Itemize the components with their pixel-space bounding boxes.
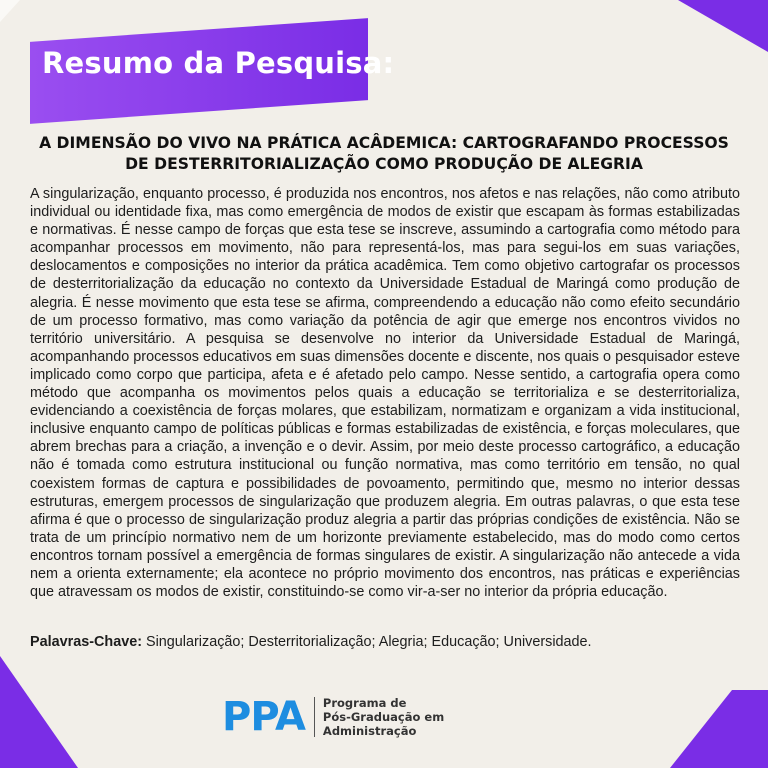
corner-triangle-bottom-left bbox=[0, 656, 78, 768]
badge-title: Resumo da Pesquisa: bbox=[42, 46, 395, 80]
document-heading bbox=[28, 133, 740, 175]
logo-line-3: Administração bbox=[322, 724, 417, 738]
logo-divider bbox=[314, 697, 315, 737]
logo-text bbox=[323, 696, 444, 738]
heading-line-1: A DIMENSÃO DO VIVO NA PRÁTICA ACÂDEMICA: CARTOGRAFANDO PROCESSOS bbox=[39, 134, 729, 152]
heading-line-2: DE DESTERRITORIALIZAÇÃO COMO PRODUÇÃO DE ALEGRIA bbox=[125, 155, 643, 173]
logo-line-2: Pós-Graduação em bbox=[322, 710, 445, 724]
corner-triangle-top-left bbox=[0, 0, 20, 22]
logo-mark: PPA bbox=[222, 694, 305, 740]
corner-triangle-top-right bbox=[678, 0, 768, 52]
corner-shape-bottom-right bbox=[670, 690, 768, 768]
logo-line-1: Programa de bbox=[322, 696, 407, 710]
keywords bbox=[30, 633, 740, 651]
keywords-label: Palavras-Chave: bbox=[30, 634, 142, 650]
keywords-value: Singularização; Desterritorialização; Alegria; Educação; Universidade. bbox=[142, 634, 592, 650]
ppa-logo bbox=[222, 696, 444, 738]
abstract-text: A singularização, enquanto processo, é produzida nos encontros, nos afetos e nas relações, não como atributo individual ou identidade fixa, mas como emergência de modos de existir que escapam às formas estabilizadas e normativas. É nesse campo de forças que esta tese se inscreve, assumindo a cartografia como método para acompanhar processos em movimento, não para representá-los, mas para segui-los em suas variações, deslocamentos e composições no interior da prática acadêmica. Tem como objetivo cartografar os processos de desterritorialização da educação no contexto da Universidade Estadual de Maringá como produção de alegria. É nesse movimento que esta tese se afirma, compreendendo a educação não como efeito secundário de um processo formativo, mas como variação da potência de agir que emerge nos encontros vividos no território universitário. A pesquisa se desenvolve no interior da Universidade Estadual de Maringá, acompanhando processos educativos em suas dimensões docente e discente, nos quais o pesquisador esteve implicado como corpo que participa, afeta e é afetado pelo campo. Nesse sentido, a cartografia opera como método que acompanha os movimentos pelos quais a educação se territorializa e se desterritorializa, evidenciando a coexistência de forças molares, que estabilizam, normatizam e organizam a vida institucional, inclusive enquanto campo de políticas públicas e formas estabilizadas de existência, e forças moleculares, que abrem brechas para a criação, a invenção e o devir. Assim, por meio deste processo cartográfico, a educação não é tomada como estrutura institucional ou função normativa, mas como território em tensão, no qual coexistem formas de captura e possibilidades de povoamento, permitindo que, mesmo no interior dessas estruturas, emergem processos de singularização que produzem alegria. Em outras palavras, o que esta tese afirma é que o processo de singularização produz alegria a partir das próprias condições de existência. Não se trata de um princípio normativo nem de um horizonte previamente estabelecido, mas do modo como certos encontros tornam possível a emergência de formas singulares de existir. A singularização não antecede a vida nem a orienta externamente; ela acontece no próprio movimento dos encontros, nas práticas e experiências que atravessam os modos de existir, constituindo-se como vir-a-ser no interior da própria educação. bbox=[30, 186, 740, 601]
